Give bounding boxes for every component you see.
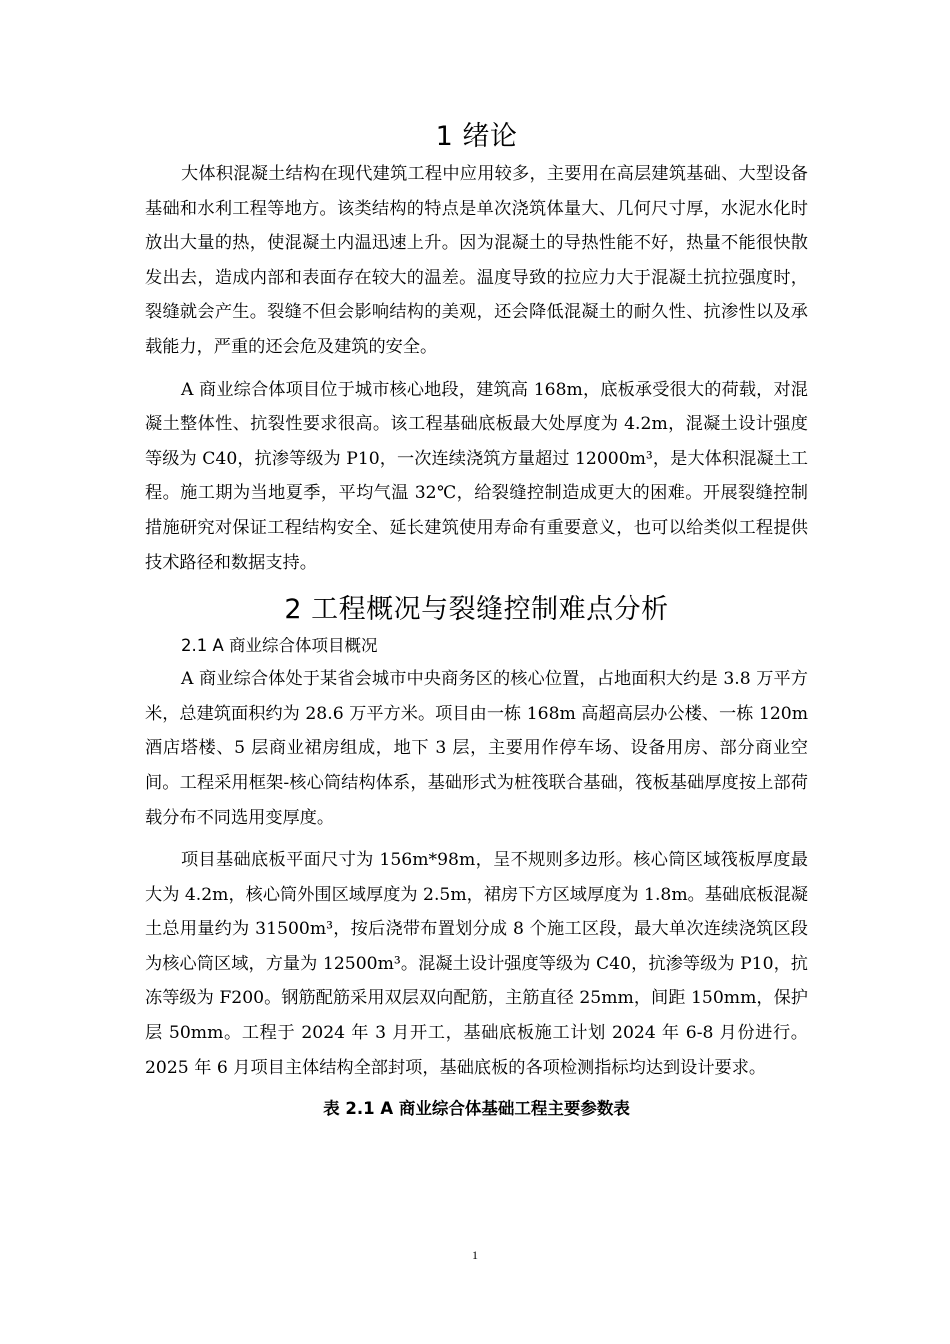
paragraph-overview-1: A 商业综合体处于某省会城市中央商务区的核心位置，占地面积大约是 3.8 万平方米，总建筑面积约为 28.6 万平方米。项目由一栋 168m 高超高层办公楼、一栋 120m 酒店塔楼、5 层商业裙房组成，地下 3 层，主要用作停车场、设备用房、部分商业空间。工程采用框架-核心筒结构体系，基础形式为桩筏联合基础，筏板基础厚度按上部荷载分布不同选用变厚度。 — [145, 669, 808, 828]
paragraph-intro-1: 大体积混凝土结构在现代建筑工程中应用较多，主要用在高层建筑基础、大型设备基础和水利工程等地方。该类结构的特点是单次浇筑体量大、几何尺寸厚，水泥水化时放出大量的热，使混凝土内温迅速上升。因为混凝土的导热性能不好，热量不能很快散发出去，造成内部和表面存在较大的温差。温度导致的拉应力大于混凝土抗拉强度时，裂缝就会产生。裂缝不但会影响结构的美观，还会降低混凝土的耐久性、抗渗性以及承载能力，严重的还会危及建筑的安全。 — [145, 164, 808, 357]
page-number: 1 — [472, 1248, 478, 1262]
paragraph-intro-2: A 商业综合体项目位于城市核心地段，建筑高 168m，底板承受很大的荷载，对混凝土整体性、抗裂性要求很高。该工程基础底板最大处厚度为 4.2m，混凝土设计强度等级为 C40，抗渗等级为 P10，一次连续浇筑方量超过 12000m³，是大体积混凝土工程。施工期为当地夏季，平均气温 32℃，给裂缝控制造成更大的困难。开展裂缝控制措施研究对保证工程结构安全、延长建筑使用寿命有重要意义，也可以给类似工程提供技术路径和数据支持。 — [145, 379, 808, 573]
section-heading-1: 1 绪论 — [435, 121, 518, 152]
paragraph-overview-2: 项目基础底板平面尺寸为 156m*98m，呈不规则多边形。核心筒区域筏板厚度最大为 4.2m，核心筒外围区域厚度为 2.5m，裙房下方区域厚度为 1.8m。基础底板混凝土总用量约为 31500m³，按后浇带布置划分成 8 个施工区段，最大单次连续浇筑区段为核心筒区域，方量为 12500m³。混凝土设计强度等级为 C40，抗渗等级为 P10，抗冻等级为 F200。钢筋配筋采用双层双向配筋，主筋直径 25mm，间距 150mm，保护层 50mm。工程于 2024 年 3 月开工，基础底板施工计划 2024 年 6-8 月份进行。2025 年 6 月项目主体结构全部封项，基础底板的各项检测指标均达到设计要求。 — [145, 850, 808, 1078]
subsection-heading-2-1: 2.1 A 商业综合体项目概况 — [181, 636, 378, 656]
page-content — [145, 117, 808, 1125]
section-heading-2: 2 工程概况与裂缝控制难点分析 — [284, 594, 669, 626]
table-caption: 表 2.1 A 商业综合体基础工程主要参数表 — [323, 1099, 630, 1119]
